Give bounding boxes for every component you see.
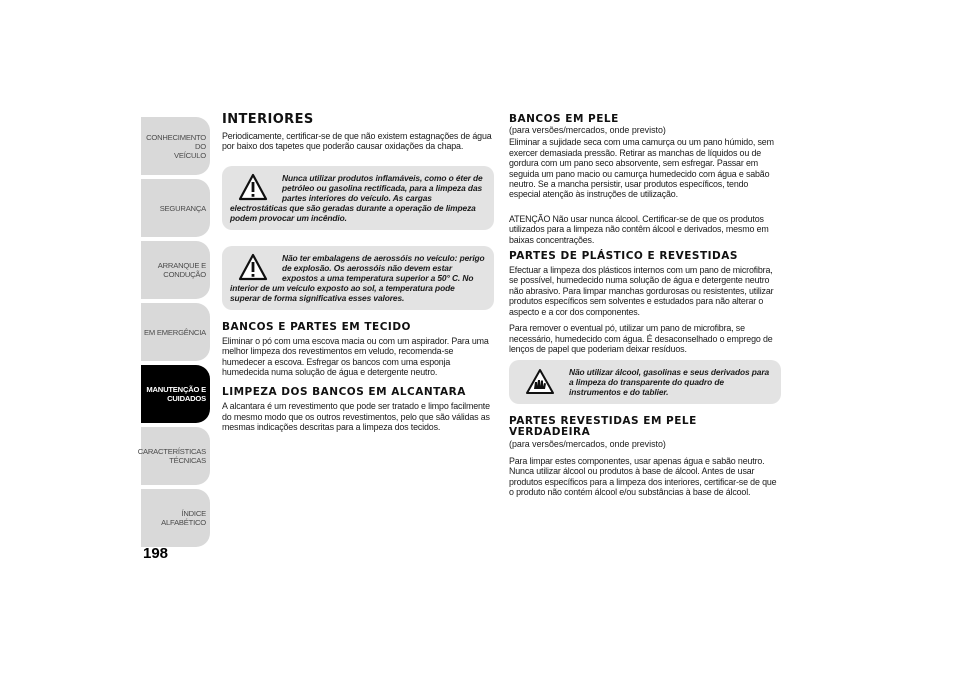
section-title-interiores: INTERIORES	[222, 112, 314, 127]
chapter-tabs	[137, 117, 210, 551]
section-title-pele-verdadeira: PARTES REVESTIDAS EM PELE VERDADEIRA	[509, 415, 697, 439]
warning-triangle-icon	[238, 253, 268, 281]
section-title-pele: BANCOS EM PELE	[509, 113, 619, 125]
right-column	[509, 112, 781, 503]
section-title-alcantara: LIMPEZA DOS BANCOS EM ALCANTARA	[222, 386, 466, 399]
pele-text-1: Eliminar a sujidade seca com uma camurça ou um pano húmido, sem exercer demasiada pressão. Retirar as manchas de líquidos ou de gordura com um pano seco absorvente, sem esfregar. Passar em seguida um pano macio ou camurça humedecido com água e sabão neutro. Se a mancha persistir, usar produtos específicos, tendo especial atenção às instruções de utilização.	[509, 137, 774, 200]
tab-emergencia[interactable]: EM EMERGÊNCIA	[141, 303, 210, 361]
caution-text-alcohol: Não utilizar álcool, gasolinas e seus derivados para a limpeza do transparente do quadro de instrumentos e do tablier.	[569, 367, 770, 398]
pele-verdadeira-text: Para limpar estes componentes, usar apenas água e sabão neutro. Nunca utilizar álcool ou produtos à base de álcool. Antes de usar produtos específicos para a limpeza dos interiores, certificar-se de que o produto não contém álcool e/ou substâncias à base de álcool.	[509, 455, 777, 497]
tab-arranque[interactable]: ARRANQUE E CONDUÇÃO	[141, 241, 210, 299]
tab-manutencao[interactable]: MANUTENÇÃO E CUIDADOS	[141, 365, 210, 423]
tab-seguranca[interactable]: SEGURANÇA	[141, 179, 210, 237]
warning-text-flammable: Nunca utilizar produtos inflamáveis, como o éter de petróleo ou gasolina rectificada, para a limpeza das partes interiores do veículo. As cargas electrostáticas que são geradas durante a operação de limpeza podem provocar um incêndio.	[230, 172, 483, 223]
section-title-bancos-tecido: BANCOS E PARTES EM TECIDO	[222, 320, 411, 333]
alcantara-text: A alcantara é um revestimento que pode ser tratado e limpo facilmente do mesmo modo que os outros revestimentos, pelo que são válidas as mesmas indicações descritas para a limpeza dos tecidos.	[222, 401, 490, 433]
caution-hand-icon	[525, 367, 555, 395]
tab-indice[interactable]: ÍNDICE ALFABÉTICO	[141, 489, 210, 547]
tab-caracteristicas[interactable]: CARACTERÍSTICAS TÉCNICAS	[141, 427, 210, 485]
left-column	[222, 112, 494, 439]
section-title-plastico: PARTES DE PLÁSTICO E REVESTIDAS	[509, 250, 738, 263]
interiores-text: Periodicamente, certificar-se de que não existem estagnações de água por baixo dos tapetes que poderão causar oxidações da chapa.	[222, 131, 492, 152]
pele-subtitle: (para versões/mercados, onde previsto)	[509, 125, 666, 135]
warning-triangle-icon	[238, 173, 268, 201]
warning-text-aerosol: Não ter embalagens de aerossóis no veículo: perigo de explosão. Os aerossóis não devem estar expostos a uma temperatura superior a 50° C. No interior de um veículo exposto ao sol, a temperatura pode superar de forma significativa esses valores.	[230, 252, 485, 303]
plastico-text-1: Efectuar a limpeza dos plásticos internos com um pano de microfibra, se possível, humedecido numa solução de água e detergente neutro não abrasivo. Para limpar manchas gordurosas ou resistentes, utilizar produtos específicos sem solventes e estudados para não alterar o aspecto e a cor dos componentes.	[509, 265, 774, 317]
pele-verdadeira-subtitle: (para versões/mercados, onde previsto)	[509, 439, 666, 450]
bancos-tecido-text: Eliminar o pó com uma escova macia ou com um aspirador. Para uma melhor limpeza dos revestimentos em veludo, recomenda-se humedecer a escova. Esfregar os bancos com uma esponja humedecida numa solução de água e detergente neutro.	[222, 335, 489, 378]
plastico-text-2: Para remover o eventual pó, utilizar um pano de microfibra, se necessário, humedecido com água. É desaconselhado o emprego de lenços de papel que poderiam deixar resíduos.	[509, 323, 773, 354]
tab-conhecimento[interactable]: CONHECIMENTO DO VEÍCULO	[141, 117, 210, 175]
page-number: 198	[143, 545, 169, 562]
pele-text-2: ATENÇÃO Não usar nunca álcool. Certificar-se de que os produtos utilizados para a limpeza não contêm álcool e derivados, mesmo em baixas concentrações.	[509, 213, 769, 245]
caution-box-alcohol	[509, 360, 781, 404]
warning-box-aerosol	[222, 246, 494, 310]
warning-box-flammable	[222, 166, 494, 230]
